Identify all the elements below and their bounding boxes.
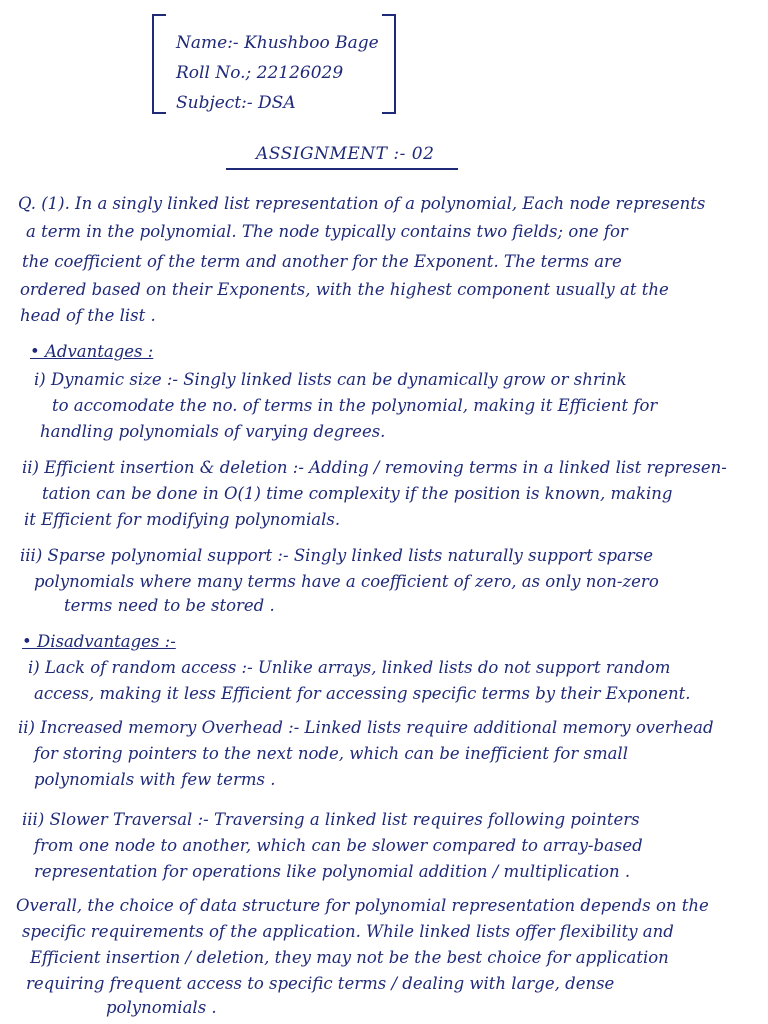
header-block: [152, 14, 396, 112]
q1-line: Q. (1). In a singly linked list representation of a polynomial, Each node represents: [18, 194, 706, 213]
disadvantage-line: access, making it less Efficient for accessing specific terms by their Exponent.: [34, 684, 691, 703]
advantage-line: terms need to be stored .: [64, 596, 275, 615]
student-name: Name:- Khushboo Bage: [176, 33, 379, 53]
advantage-line: to accomodate the no. of terms in the polynomial, making it Efficient for: [52, 396, 658, 415]
advantage-line: polynomials where many terms have a coefficient of zero, as only non-zero: [34, 572, 659, 591]
roll-number: Roll No.; 22126029: [176, 63, 344, 83]
conclusion-line: Overall, the choice of data structure for polynomial representation depends on the: [16, 896, 709, 915]
advantage-line: ii) Efficient insertion & deletion :- Adding / removing terms in a linked list represen-: [22, 458, 727, 477]
disadvantage-line: i) Lack of random access :- Unlike arrays, linked lists do not support random: [28, 658, 671, 677]
disadvantage-line: polynomials with few terms .: [34, 770, 276, 789]
disadvantage-line: representation for operations like polynomial addition / multiplication .: [34, 862, 631, 881]
assignment-title: ASSIGNMENT :- 02: [256, 144, 435, 164]
conclusion-line: Efficient insertion / deletion, they may not be the best choice for application: [30, 948, 669, 967]
conclusion-line: polynomials .: [106, 998, 217, 1017]
conclusion-line: requiring frequent access to specific terms / dealing with large, dense: [26, 974, 615, 993]
q1-line: head of the list .: [20, 306, 156, 325]
advantage-line: tation can be done in O(1) time complexity if the position is known, making: [42, 484, 673, 503]
disadvantage-line: from one node to another, which can be slower compared to array-based: [34, 836, 643, 855]
advantage-line: i) Dynamic size :- Singly linked lists can be dynamically grow or shrink: [34, 370, 627, 389]
advantage-line: iii) Sparse polynomial support :- Singly linked lists naturally support sparse: [20, 546, 654, 565]
right-bracket: [382, 14, 396, 114]
conclusion-line: specific requirements of the application. While linked lists offer flexibility and: [22, 922, 674, 941]
left-bracket: [152, 14, 166, 114]
title-underline: [226, 168, 458, 170]
disadvantage-line: for storing pointers to the next node, which can be inefficient for small: [34, 744, 628, 763]
q1-line: the coefficient of the term and another for the Exponent. The terms are: [22, 252, 622, 271]
disadvantage-line: ii) Increased memory Overhead :- Linked lists require additional memory overhead: [18, 718, 714, 737]
disadvantages-heading: • Disadvantages :-: [22, 632, 176, 651]
q1-line: a term in the polynomial. The node typically contains two fields; one for: [26, 222, 628, 241]
q1-line: ordered based on their Exponents, with the highest component usually at the: [20, 280, 669, 299]
advantages-heading: • Advantages :: [30, 342, 154, 361]
advantage-line: it Efficient for modifying polynomials.: [24, 510, 341, 529]
advantage-line: handling polynomials of varying degrees.: [40, 422, 386, 441]
disadvantage-line: iii) Slower Traversal :- Traversing a linked list requires following pointers: [22, 810, 640, 829]
subject: Subject:- DSA: [176, 93, 296, 113]
